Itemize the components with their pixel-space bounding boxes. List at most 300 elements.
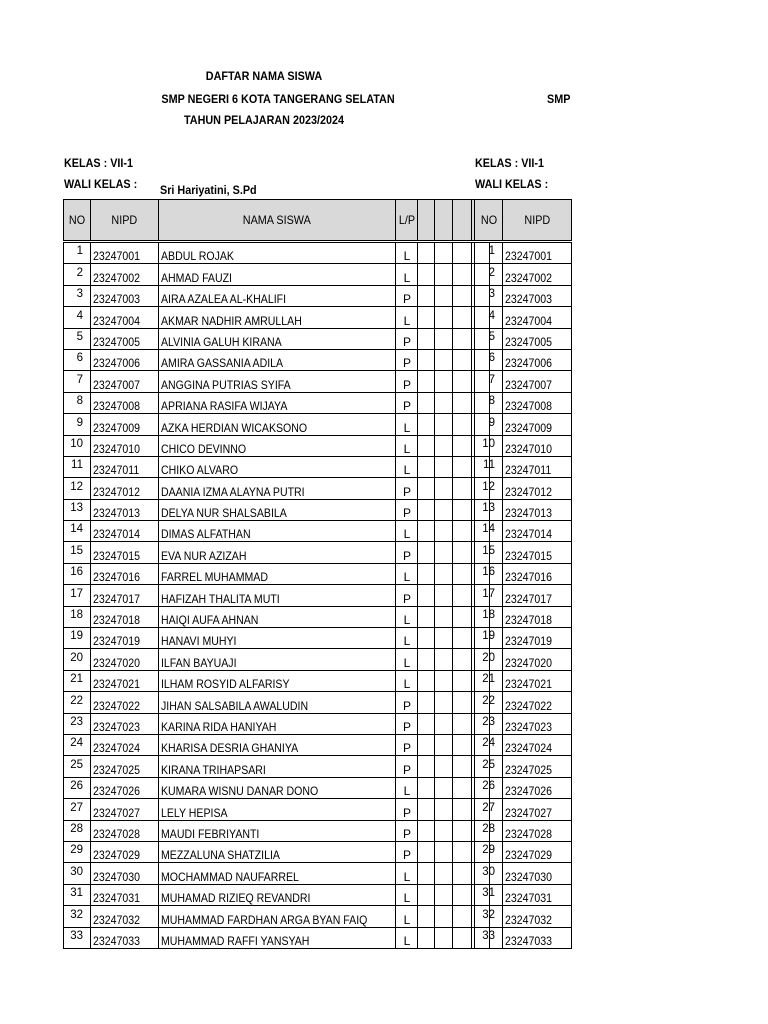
header-no: NO (64, 200, 91, 242)
row-student-name: APRIANA RASIFA WIJAYA (159, 392, 396, 413)
row-number: 14 (475, 515, 503, 536)
row-gender: P (396, 349, 418, 370)
row-nipd: 23247006 (91, 349, 159, 370)
blank-cell (418, 435, 435, 456)
blank-cell (435, 649, 453, 670)
blank-cell (453, 777, 472, 798)
row-gender: L (396, 670, 418, 691)
blank-cell (435, 307, 453, 328)
row-nipd: 23247027 (91, 799, 159, 820)
row-gender: L (396, 628, 418, 649)
table-row (64, 371, 490, 392)
row-nipd: 23247005 (91, 328, 159, 349)
row-nipd: 23247026 (91, 777, 159, 798)
document-title: DAFTAR NAMA SISWA (205, 69, 323, 83)
row-nipd: 23247008 (91, 392, 159, 413)
homeroom-teacher-name: Sri Hariyatini, S.Pd (160, 183, 257, 197)
blank-cell (435, 371, 453, 392)
table-row (64, 521, 490, 542)
blank-cell (418, 841, 435, 862)
row-student-name: MAUDI FEBRIYANTI (159, 820, 396, 841)
row-nipd: 23247012 (91, 478, 159, 499)
blank-cell (453, 242, 472, 264)
blank-cell (435, 884, 453, 905)
row-number: 27 (64, 793, 91, 814)
row-number: 15 (64, 536, 91, 557)
blank-cell (418, 328, 435, 349)
header-no: NO (475, 200, 503, 242)
row-number: 25 (475, 750, 503, 771)
row-nipd: 23247033 (91, 927, 159, 948)
row-gender: P (396, 542, 418, 563)
row-nipd: 23247014 (503, 521, 572, 542)
row-student-name: AIRA AZALEA AL-KHALIFI (159, 285, 396, 306)
row-number: 13 (64, 493, 91, 514)
row-number: 7 (475, 365, 503, 386)
blank-cell (418, 692, 435, 713)
blank-cell (453, 906, 472, 927)
row-nipd: 23247030 (503, 863, 572, 884)
blank-cell (435, 542, 453, 563)
blank-cell (453, 692, 472, 713)
blank-cell (435, 456, 453, 477)
row-number: 20 (64, 643, 91, 664)
row-student-name: MEZZALUNA SHATZILIA (159, 841, 396, 862)
school-name: SMP NEGERI 6 KOTA TANGERANG SELATAN (161, 92, 395, 106)
row-nipd: 23247009 (503, 414, 572, 435)
row-gender: P (396, 328, 418, 349)
row-nipd: 23247011 (91, 456, 159, 477)
blank-cell (453, 927, 472, 948)
row-nipd: 23247029 (91, 841, 159, 862)
row-nipd: 23247018 (503, 606, 572, 627)
row-nipd: 23247013 (503, 499, 572, 520)
blank-cell (418, 521, 435, 542)
blank-cell (418, 820, 435, 841)
row-gender: P (396, 499, 418, 520)
blank-cell (453, 863, 472, 884)
row-nipd: 23247020 (91, 649, 159, 670)
table-row (64, 606, 490, 627)
row-number: 5 (475, 322, 503, 343)
row-nipd: 23247032 (503, 906, 572, 927)
table-row (64, 756, 490, 777)
blank-cell (453, 285, 472, 306)
row-number: 18 (475, 600, 503, 621)
table-row (64, 649, 490, 670)
row-number: 3 (475, 279, 503, 300)
row-number: 14 (64, 515, 91, 536)
row-number: 19 (64, 622, 91, 643)
table-row (64, 499, 490, 520)
blank-cell (418, 264, 435, 285)
row-number: 15 (475, 536, 503, 557)
row-number: 33 (64, 921, 91, 942)
table-row (64, 628, 490, 649)
row-number: 9 (475, 408, 503, 429)
blank-cell (418, 884, 435, 905)
row-student-name: DELYA NUR SHALSABILA (159, 499, 396, 520)
table-row (64, 307, 490, 328)
row-gender: L (396, 606, 418, 627)
blank-cell (418, 713, 435, 734)
row-nipd: 23247006 (503, 349, 572, 370)
blank-cell (453, 414, 472, 435)
right-homeroom-label: WALI KELAS : (475, 177, 549, 191)
table-row (64, 349, 490, 370)
row-gender: L (396, 563, 418, 584)
student-table (63, 199, 490, 949)
row-number: 10 (64, 429, 91, 450)
blank-cell (435, 906, 453, 927)
blank-cell (418, 478, 435, 499)
row-gender: L (396, 264, 418, 285)
row-number: 29 (64, 835, 91, 856)
blank-cell (435, 435, 453, 456)
table-row (64, 264, 490, 285)
table-row (64, 799, 490, 820)
row-nipd: 23247007 (503, 371, 572, 392)
row-nipd: 23247032 (91, 906, 159, 927)
row-nipd: 23247023 (503, 713, 572, 734)
blank-cell (418, 628, 435, 649)
row-nipd: 23247016 (503, 563, 572, 584)
row-number: 29 (475, 835, 503, 856)
row-gender: L (396, 649, 418, 670)
table-row (64, 456, 490, 477)
class-label: KELAS : VII-1 (64, 156, 134, 170)
row-nipd: 23247010 (91, 435, 159, 456)
blank-cell (435, 242, 453, 264)
row-nipd: 23247025 (503, 756, 572, 777)
table-row (64, 242, 490, 264)
row-nipd: 23247016 (91, 563, 159, 584)
header-blank (453, 200, 472, 242)
blank-cell (418, 863, 435, 884)
row-student-name: AZKA HERDIAN WICAKSONO (159, 414, 396, 435)
blank-cell (453, 264, 472, 285)
row-student-name: MUHAMMAD RAFFI YANSYAH (159, 927, 396, 948)
blank-cell (418, 756, 435, 777)
row-number: 31 (475, 878, 503, 899)
row-student-name: KHARISA DESRIA GHANIYA (159, 734, 396, 755)
row-student-name: MUHAMAD RIZIEQ REVANDRI (159, 884, 396, 905)
row-nipd: 23247008 (503, 392, 572, 413)
row-number: 2 (64, 258, 91, 279)
row-nipd: 23247003 (503, 285, 572, 306)
row-number: 22 (64, 686, 91, 707)
row-gender: L (396, 777, 418, 798)
blank-cell (418, 563, 435, 584)
row-number: 17 (64, 579, 91, 600)
row-nipd: 23247002 (91, 264, 159, 285)
row-number: 19 (475, 622, 503, 643)
row-nipd: 23247015 (503, 542, 572, 563)
row-number: 7 (64, 365, 91, 386)
row-student-name: AHMAD FAUZI (159, 264, 396, 285)
academic-year: TAHUN PELAJARAN 2023/2024 (183, 113, 345, 127)
row-number: 23 (475, 707, 503, 728)
row-number: 26 (64, 771, 91, 792)
blank-cell (453, 884, 472, 905)
row-nipd: 23247012 (503, 478, 572, 499)
table-row (64, 542, 490, 563)
row-gender: L (396, 456, 418, 477)
blank-cell (435, 392, 453, 413)
blank-cell (418, 927, 435, 948)
table-row (64, 906, 490, 927)
row-number: 22 (475, 686, 503, 707)
blank-cell (435, 692, 453, 713)
blank-cell (435, 670, 453, 691)
blank-cell (435, 777, 453, 798)
row-number: 9 (64, 408, 91, 429)
table-row (64, 734, 490, 755)
row-nipd: 23247024 (503, 734, 572, 755)
row-number: 16 (475, 557, 503, 578)
row-number: 12 (64, 472, 91, 493)
row-nipd: 23247018 (91, 606, 159, 627)
row-number: 18 (64, 600, 91, 621)
row-number: 24 (64, 728, 91, 749)
right-class-label: KELAS : VII-1 (475, 156, 545, 170)
row-gender: P (396, 820, 418, 841)
blank-cell (435, 927, 453, 948)
blank-cell (418, 734, 435, 755)
blank-cell (453, 606, 472, 627)
row-student-name: KUMARA WISNU DANAR DONO (159, 777, 396, 798)
blank-cell (453, 734, 472, 755)
blank-cell (418, 414, 435, 435)
row-nipd: 23247004 (91, 307, 159, 328)
blank-cell (418, 649, 435, 670)
blank-cell (453, 456, 472, 477)
table-row (64, 585, 490, 606)
table-row (64, 884, 490, 905)
blank-cell (453, 478, 472, 499)
row-student-name: AMIRA GASSANIA ADILA (159, 349, 396, 370)
row-student-name: LELY HEPISA (159, 799, 396, 820)
row-student-name: ILHAM ROSYID ALFARISY (159, 670, 396, 691)
table-row (64, 670, 490, 691)
blank-cell (435, 628, 453, 649)
row-number: 6 (475, 343, 503, 364)
blank-cell (435, 799, 453, 820)
row-student-name: MUHAMMAD FARDHAN ARGA BYAN FAIQ (159, 906, 396, 927)
table-row (64, 820, 490, 841)
row-number: 28 (64, 814, 91, 835)
table-row (64, 777, 490, 798)
header-nipd: NIPD (503, 200, 572, 242)
row-number: 28 (475, 814, 503, 835)
row-student-name: MOCHAMMAD NAUFARREL (159, 863, 396, 884)
row-nipd: 23247010 (503, 435, 572, 456)
row-number: 32 (475, 900, 503, 921)
row-nipd: 23247026 (503, 777, 572, 798)
blank-cell (435, 606, 453, 627)
row-nipd: 23247001 (503, 242, 572, 264)
row-student-name: CHIKO ALVARO (159, 456, 396, 477)
row-number: 3 (64, 279, 91, 300)
blank-cell (453, 328, 472, 349)
row-gender: L (396, 884, 418, 905)
row-nipd: 23247017 (503, 585, 572, 606)
row-nipd: 23247009 (91, 414, 159, 435)
row-gender: P (396, 371, 418, 392)
blank-cell (418, 307, 435, 328)
blank-cell (435, 713, 453, 734)
row-student-name: JIHAN SALSABILA AWALUDIN (159, 692, 396, 713)
row-number: 33 (475, 921, 503, 942)
blank-cell (418, 285, 435, 306)
row-nipd: 23247027 (503, 799, 572, 820)
row-student-name: ANGGINA PUTRIAS SYIFA (159, 371, 396, 392)
row-gender: P (396, 478, 418, 499)
row-gender: P (396, 713, 418, 734)
row-nipd: 23247014 (91, 521, 159, 542)
blank-cell (418, 499, 435, 520)
row-nipd: 23247004 (503, 307, 572, 328)
blank-cell (435, 841, 453, 862)
blank-cell (418, 242, 435, 264)
row-gender: L (396, 927, 418, 948)
student-table-copy (474, 199, 572, 949)
blank-cell (435, 499, 453, 520)
blank-cell (418, 349, 435, 370)
row-nipd: 23247003 (91, 285, 159, 306)
right-school-name: SMP (547, 92, 571, 106)
row-gender: L (396, 863, 418, 884)
blank-cell (435, 349, 453, 370)
table-row (64, 692, 490, 713)
row-nipd: 23247005 (503, 328, 572, 349)
table-row (64, 863, 490, 884)
blank-cell (453, 499, 472, 520)
row-nipd: 23247007 (91, 371, 159, 392)
blank-cell (435, 521, 453, 542)
row-nipd: 23247025 (91, 756, 159, 777)
table-row (64, 285, 490, 306)
row-nipd: 23247021 (503, 670, 572, 691)
row-number: 30 (475, 857, 503, 878)
row-number: 1 (475, 236, 503, 258)
table-row (64, 328, 490, 349)
row-number: 17 (475, 579, 503, 600)
blank-cell (418, 906, 435, 927)
row-number: 12 (475, 472, 503, 493)
row-nipd: 23247024 (91, 734, 159, 755)
row-nipd: 23247013 (91, 499, 159, 520)
blank-cell (453, 670, 472, 691)
row-number: 4 (475, 301, 503, 322)
row-nipd: 23247021 (91, 670, 159, 691)
row-number: 2 (475, 258, 503, 279)
homeroom-label: WALI KELAS : (64, 177, 138, 191)
row-student-name: FARREL MUHAMMAD (159, 563, 396, 584)
row-number: 30 (64, 857, 91, 878)
header-blank (435, 200, 453, 242)
blank-cell (453, 756, 472, 777)
table-row (475, 927, 572, 948)
blank-cell (453, 713, 472, 734)
blank-cell (435, 285, 453, 306)
blank-cell (435, 563, 453, 584)
blank-cell (435, 478, 453, 499)
blank-cell (453, 563, 472, 584)
table-row (64, 435, 490, 456)
row-student-name: ALVINIA GALUH KIRANA (159, 328, 396, 349)
header-nama: NAMA SISWA (159, 200, 396, 242)
header-nipd: NIPD (91, 200, 159, 242)
blank-cell (453, 392, 472, 413)
row-gender: P (396, 756, 418, 777)
row-gender: P (396, 799, 418, 820)
row-gender: P (396, 692, 418, 713)
row-student-name: KIRANA TRIHAPSARI (159, 756, 396, 777)
row-number: 24 (475, 728, 503, 749)
row-nipd: 23247020 (503, 649, 572, 670)
row-number: 11 (64, 450, 91, 471)
blank-cell (435, 414, 453, 435)
blank-cell (435, 863, 453, 884)
row-number: 6 (64, 343, 91, 364)
row-number: 32 (64, 900, 91, 921)
table-row (64, 392, 490, 413)
blank-cell (418, 456, 435, 477)
table-row (64, 478, 490, 499)
row-student-name: HANAVI MUHYI (159, 628, 396, 649)
row-student-name: KARINA RIDA HANIYAH (159, 713, 396, 734)
table-row (64, 713, 490, 734)
blank-cell (453, 521, 472, 542)
row-number: 21 (64, 664, 91, 685)
row-gender: L (396, 521, 418, 542)
row-nipd: 23247028 (503, 820, 572, 841)
row-number: 25 (64, 750, 91, 771)
table-row (64, 927, 490, 948)
row-nipd: 23247019 (503, 628, 572, 649)
blank-cell (435, 820, 453, 841)
row-student-name: HAFIZAH THALITA MUTI (159, 585, 396, 606)
blank-cell (453, 435, 472, 456)
row-student-name: AKMAR NADHIR AMRULLAH (159, 307, 396, 328)
row-nipd: 23247011 (503, 456, 572, 477)
row-number: 11 (475, 450, 503, 471)
row-student-name: ABDUL ROJAK (159, 242, 396, 264)
row-number: 16 (64, 557, 91, 578)
row-nipd: 23247015 (91, 542, 159, 563)
row-nipd: 23247002 (503, 264, 572, 285)
row-number: 10 (475, 429, 503, 450)
blank-cell (453, 841, 472, 862)
blank-cell (435, 756, 453, 777)
blank-cell (453, 649, 472, 670)
row-nipd: 23247030 (91, 863, 159, 884)
blank-cell (453, 349, 472, 370)
blank-cell (453, 628, 472, 649)
blank-cell (453, 820, 472, 841)
row-gender: P (396, 734, 418, 755)
row-number: 20 (475, 643, 503, 664)
row-gender: P (396, 392, 418, 413)
row-gender: P (396, 285, 418, 306)
row-number: 31 (64, 878, 91, 899)
row-number: 5 (64, 322, 91, 343)
row-number: 21 (475, 664, 503, 685)
blank-cell (418, 670, 435, 691)
row-nipd: 23247022 (91, 692, 159, 713)
row-nipd: 23247019 (91, 628, 159, 649)
